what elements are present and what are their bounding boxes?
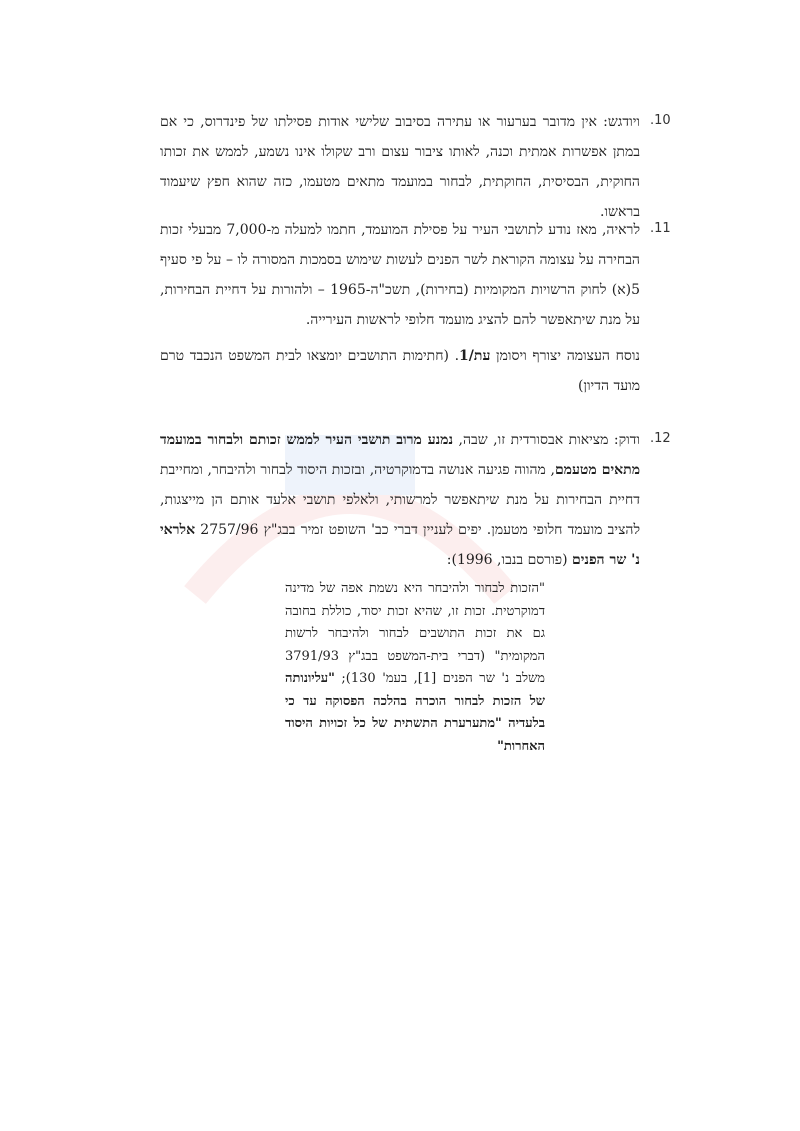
paragraph-number-11: .11: [650, 221, 671, 236]
appendix-label: עת/1: [459, 348, 491, 364]
paragraph-number-10: .10: [650, 113, 671, 128]
quote-emphasis: "עליונותה של הזכות לבחור הוכרה בהלכה הפסוקה עד כי בלעדיה "מתערערת התשתית של כל זכויות היסוד האחרות": [285, 671, 545, 754]
paragraph-10: ויודגש: אין מדובר בערעור או עתירה בסיבוב שלישי אודות פסילתו של פינדרוס, כי אם במתן אפשרות אמתית וכנה, לאותו ציבור עצום ורב שקולו אינו נשמע, לממש את זכותו החוקית, הבסיסית, החוקתית, לבחור במועמד מתאים מטעמו, כזה שהוא חפץ שיעמוד בראשו.: [160, 114, 640, 220]
block-quote: "הזכות לבחור ולהיבחר היא נשמת אפה של מדינה דמוקרטית. זכות זו, שהיא זכות יסוד, כוללת בחובה גם את זכות התושבים לבחור ולהיבחר לרשות המקומית" (דברי בית-המשפט בבג"ץ 3791/93 משלב נ' שר הפנים [1], בעמ' 130); "עליונותה של הזכות לבחור הוכרה בהלכה הפסוקה עד כי בלעדיה "מתערערת התשתית של כל זכויות היסוד האחרות": [285, 581, 545, 754]
paragraph-number-12: .12: [650, 431, 671, 446]
paragraph-11: לראיה, מאז נודע לתושבי העיר על פסילת המועמד, חתמו למעלה מ-7,000 מבעלי זכות הבחירה על עצומה הקוראת לשר הפנים לעשות שימוש בסמכות המסורה לו – על פי סעיף 5(א) לחוק הרשויות המקומיות (בחירות), תשכ"ה-1965 – ולהורות על דחיית הבחירות, על מנת שיתאפשר להם להציג מועמד חלופי לראשות העירייה.: [160, 222, 640, 328]
case-name: אלראי נ' שר הפנים: [160, 522, 640, 568]
appendix-note: נוסח העצומה יצורף ויסומן עת/1. (חתימות התושבים יומצאו לבית המשפט הנכבד טרם מועד הדיון): [160, 348, 640, 394]
emphasis-majority: נמנע מרוב תושבי העיר לממש זכותם ולבחור במועמד מתאים מטעמם: [160, 432, 640, 478]
paragraph-12: ודוק: מציאות אבסורדית זו, שבה, נמנע מרוב תושבי העיר לממש זכותם ולבחור במועמד מתאים מטעמם, מהווה פגיעה אנושה בדמוקרטיה, ובזכות היסוד לבחור ולהיבחר, ומחייבת דחיית הבחירות על מנת שיתאפשר למרשותי, ולאלפי תושבי אלעד אותם הן מייצגות, להציב מועמד חלופי מטעמן. יפים לעניין דברי כב' השופט זמיר בבג"ץ 2757/96 אלראי נ' שר הפנים (פורסם בנבו, 1996):: [160, 432, 640, 568]
